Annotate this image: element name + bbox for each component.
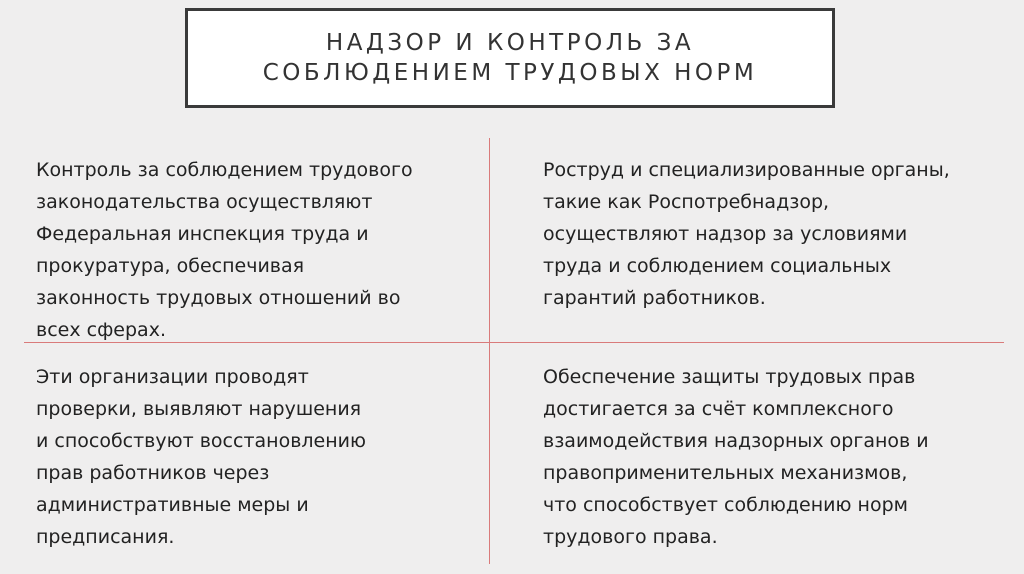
slide-title-line-2: СОБЛЮДЕНИЕМ ТРУДОВЫХ НОРМ — [262, 60, 758, 86]
text-block-top-right: Роструд и специализированные органы, такие как Роспотребнадзор, осуществляют надзор за условиями труда и соблюдением социальных гарантий работников. — [543, 159, 950, 309]
text-block-top-left: Контроль за соблюдением трудового законодательства осуществляют Федеральная инспекция труда и прокуратура, обеспечивая законность трудовых отношений во всех сферах. — [36, 159, 413, 341]
text-block-bottom-right: Обеспечение защиты трудовых прав достигается за счёт комплексного взаимодействия надзорных органов и правоприменительных механизмов, что способствует соблюдению норм трудового права. — [543, 366, 929, 548]
title-box — [185, 8, 835, 108]
text-block-bottom-left: Эти организации проводят проверки, выявляют нарушения и способствуют восстановлению прав работников через административные меры и предписания. — [36, 366, 366, 548]
vertical-divider — [489, 138, 490, 564]
slide-title-line-1: НАДЗОР И КОНТРОЛЬ ЗА — [325, 30, 695, 56]
